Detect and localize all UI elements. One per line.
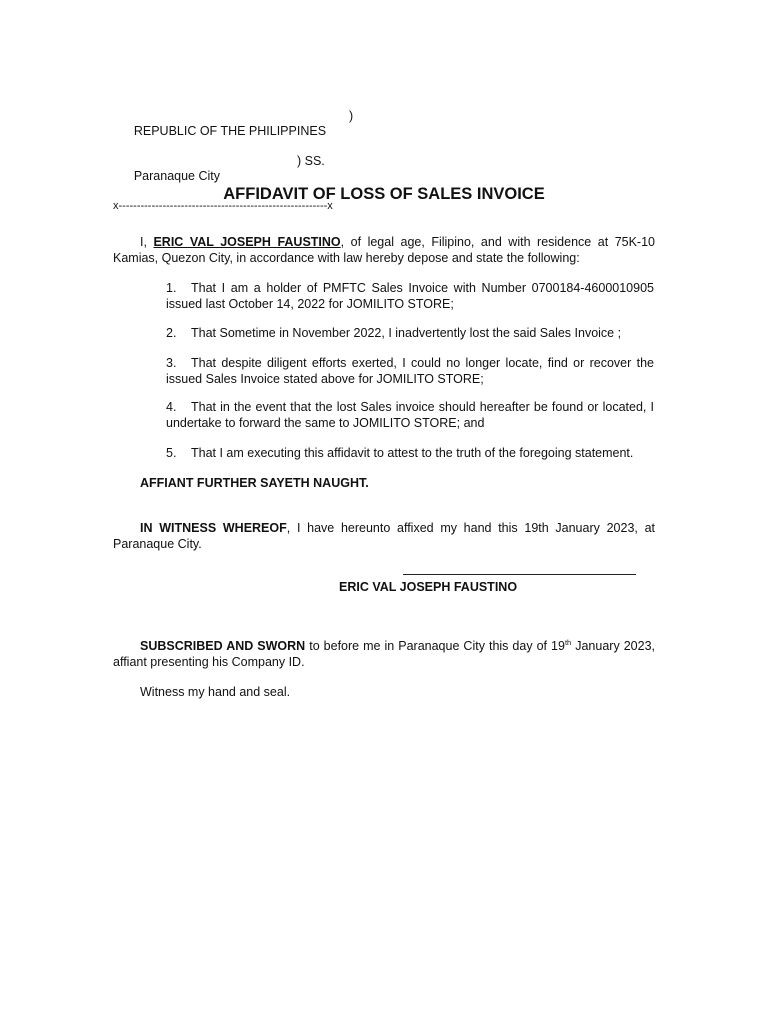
caption-paren: ) [349, 109, 354, 123]
intro-text: , of legal age, Filipino, and with residence at 75K-10 Kamias, Quezon City, in accordance with law hereby depose and state the following: [113, 235, 656, 265]
caption-city: Paranaque City [133, 169, 221, 183]
affiant-name: ERIC VAL JOSEPH FAUSTINO [153, 235, 341, 249]
witness-clause [113, 520, 655, 552]
caption-ss: ) SS. [297, 154, 325, 168]
witness-text: , I have hereunto affixed my hand this 19th January 2023, at Paranaque City. [113, 521, 655, 551]
statement-item [166, 325, 654, 341]
document-title: AFFIDAVIT OF LOSS OF SALES INVOICE [223, 185, 545, 203]
statement-number: 3. [166, 356, 177, 370]
statement-text: That in the event that the lost Sales invoice should hereafter be found or located, I undertake to forward the same to JOMILITO STORE; and [166, 400, 654, 430]
jurat-text-before: to before me in Paranaque City this day of 19 [305, 639, 565, 653]
signature-name: ERIC VAL JOSEPH FAUSTINO [339, 580, 518, 594]
statement-number: 2. [166, 326, 177, 340]
jurat-paragraph [113, 638, 655, 670]
statement-text: That despite diligent efforts exerted, I could no longer locate, find or recover the issued Sales Invoice stated above for JOMILITO STORE; [166, 356, 654, 386]
statement-number: 4. [166, 400, 177, 414]
statement-text: That Sometime in November 2022, I inadvertently lost the said Sales Invoice ; [191, 326, 622, 340]
statement-item [166, 445, 654, 461]
caption-divider: x---------------------------------------------------------x [113, 200, 333, 212]
signature-line [403, 574, 636, 575]
statement-number: 5. [166, 446, 177, 460]
statement-item [166, 399, 654, 431]
jurat-lead: SUBSCRIBED AND SWORN [140, 639, 306, 653]
venue-caption [113, 79, 354, 244]
intro-prefix: I, [140, 235, 154, 249]
statement-text: That I am a holder of PMFTC Sales Invoice with Number 0700184-4600010905 issued last October 14, 2022 for JOMILITO STORE; [166, 281, 654, 311]
statement-text: That I am executing this affidavit to attest to the truth of the foregoing statement. [191, 446, 634, 460]
jurat-ordinal-suffix: th [564, 637, 572, 647]
caption-country: REPUBLIC OF THE PHILIPPINES [133, 124, 327, 138]
affiant-further-statement: AFFIANT FURTHER SAYETH NAUGHT. [140, 476, 369, 490]
statement-item [166, 355, 654, 387]
statement-number: 1. [166, 281, 177, 295]
closing-line: Witness my hand and seal. [140, 685, 291, 699]
witness-lead: IN WITNESS WHEREOF [140, 521, 287, 535]
jurat-text-after: January 2023, affiant presenting his Company ID. [113, 639, 655, 669]
statement-item [166, 280, 654, 312]
intro-paragraph [113, 234, 655, 266]
